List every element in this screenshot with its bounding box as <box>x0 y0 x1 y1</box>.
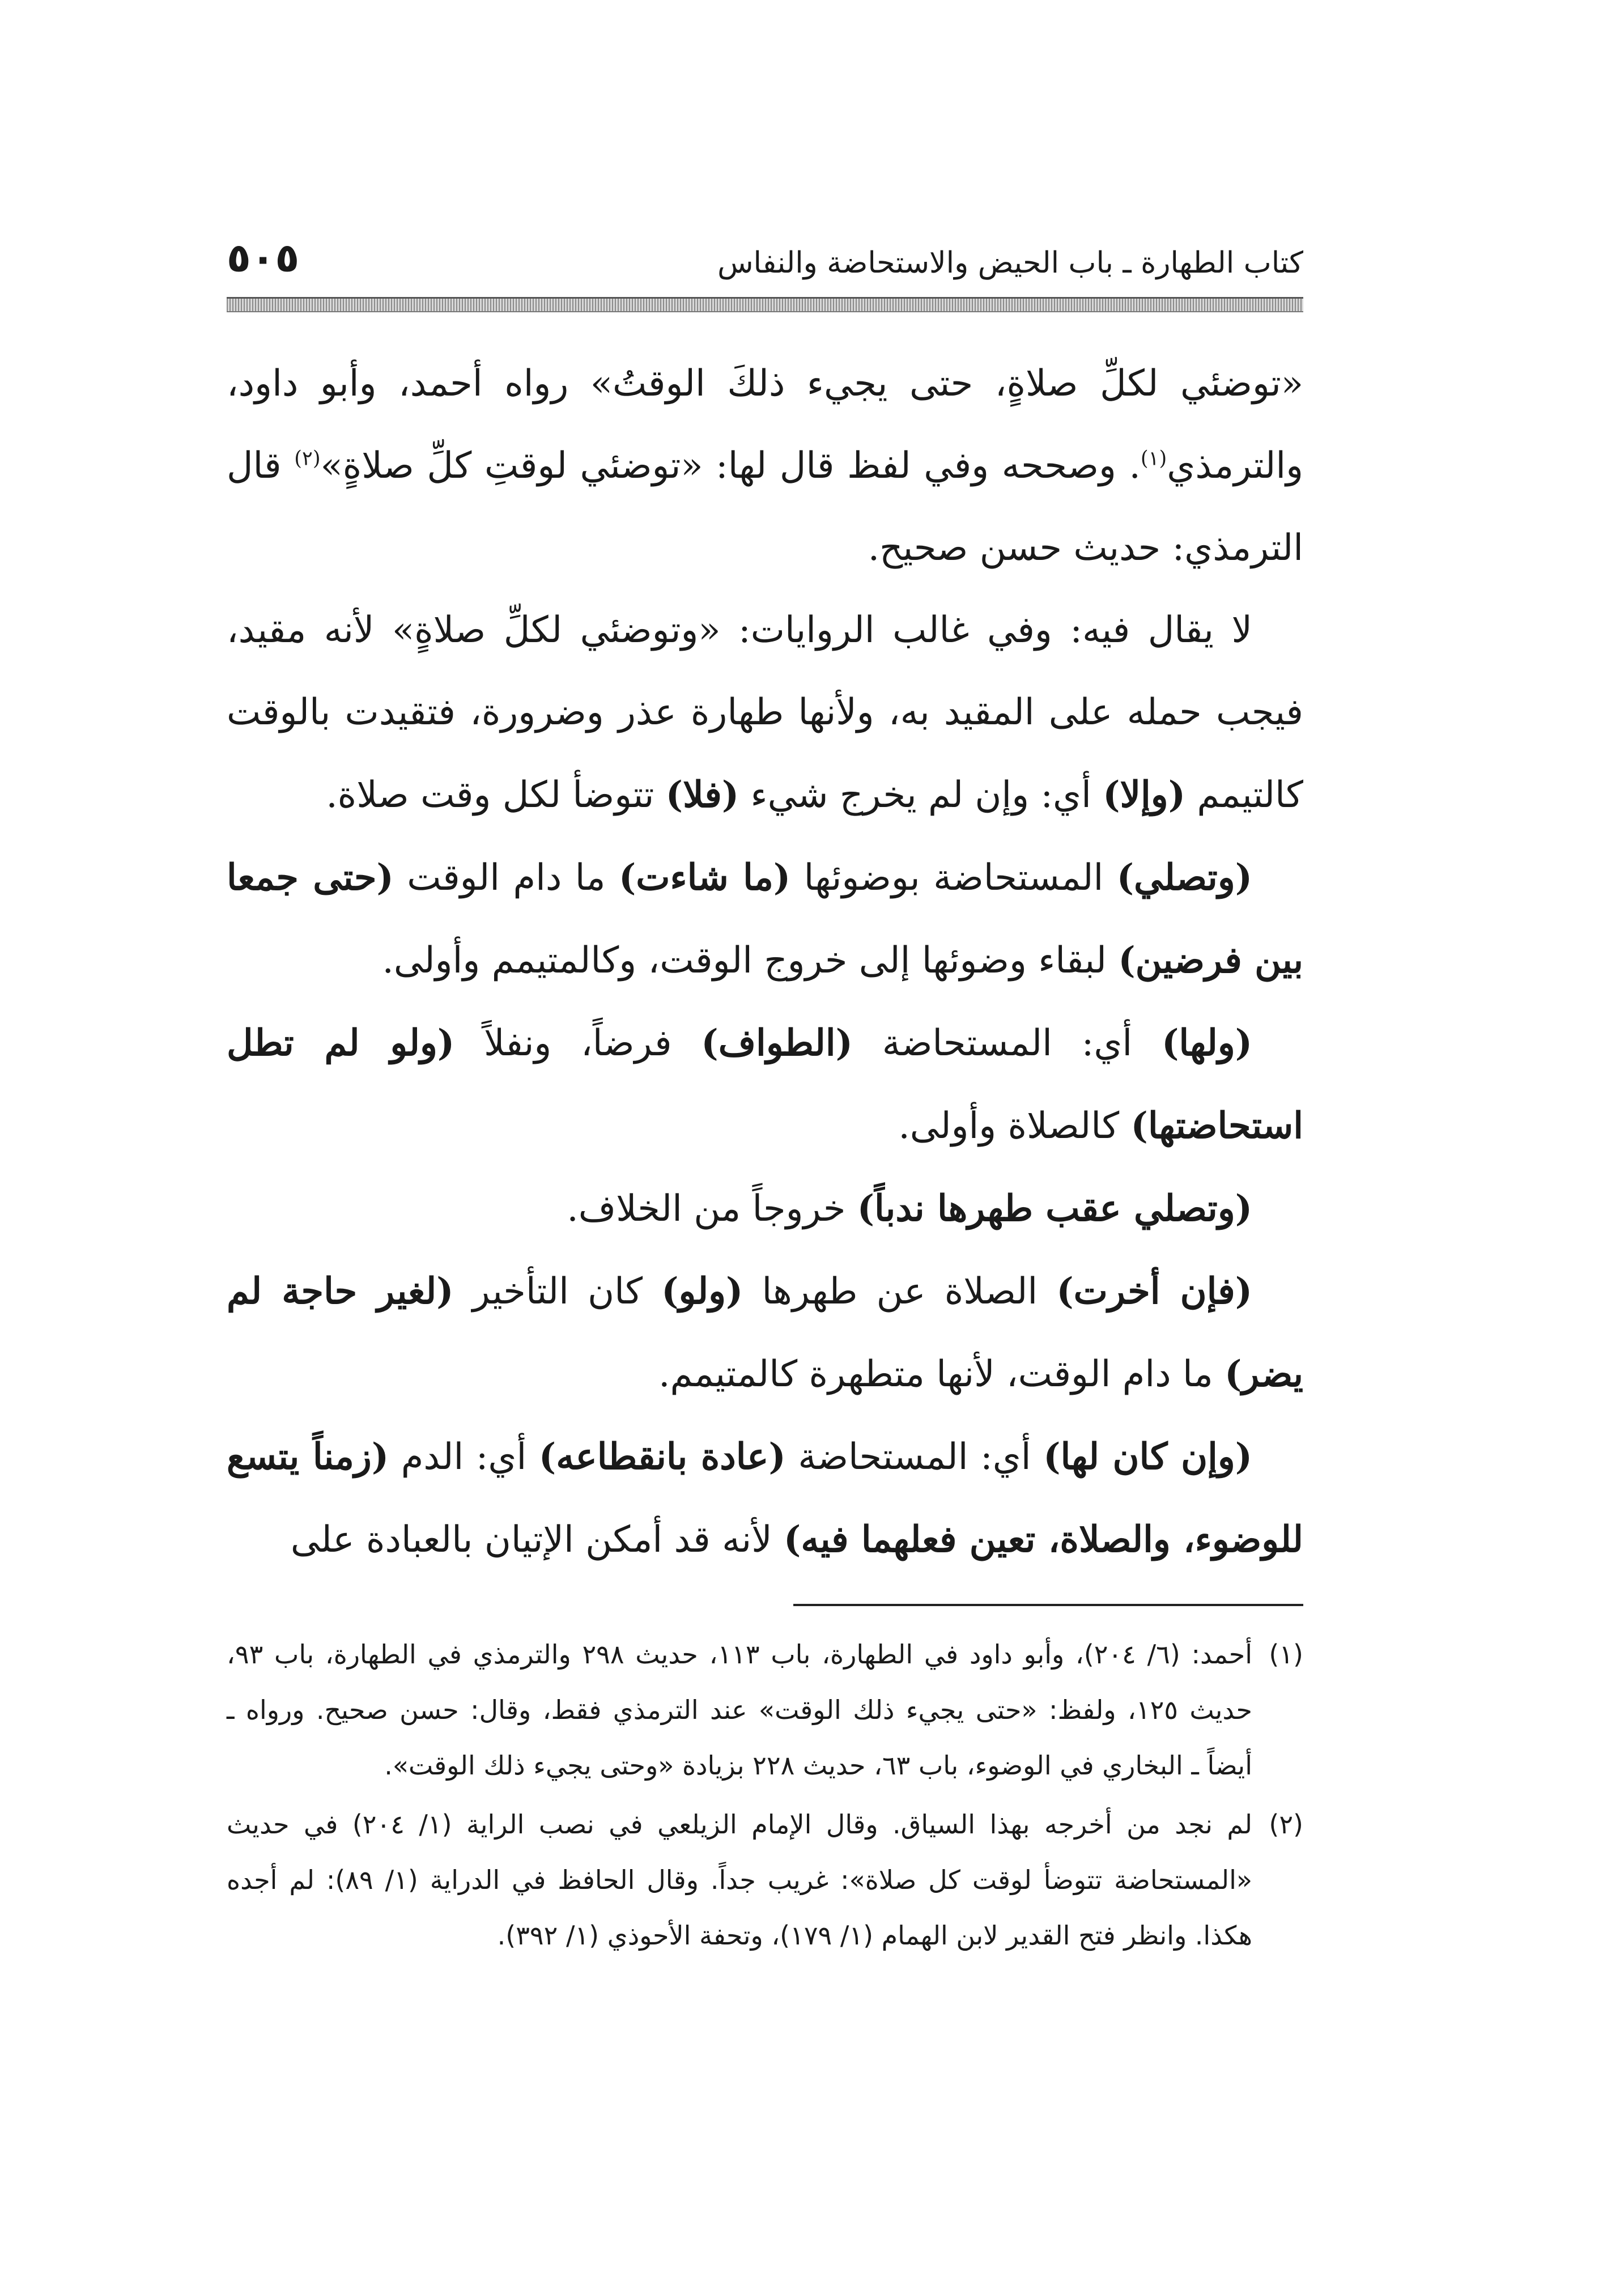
footnote-marker[interactable]: (٢) <box>294 447 321 470</box>
matn-text: (ما شاءت) <box>619 856 791 899</box>
text-run: أي: المستحاضة <box>785 1436 1044 1478</box>
paragraph <box>227 836 1303 1002</box>
footnote <box>227 1627 1303 1793</box>
text-run: أي: الدم <box>389 1436 539 1478</box>
matn-text: (وتصلي عقب طهرها ندباً) <box>857 1187 1252 1230</box>
text-run: خروجاً من الخلاف. <box>567 1188 857 1230</box>
footnote-number: (٢) <box>1269 1809 1303 1840</box>
matn-text: (فإن أخرت) <box>1056 1270 1253 1313</box>
text-run: أي: وإن لم يخرج شيء <box>739 774 1103 816</box>
matn-text: (ولها) <box>1162 1022 1253 1064</box>
paragraph <box>227 1002 1303 1167</box>
text-run: ما دام الوقت، لأنها متطهرة كالمتيمم. <box>658 1353 1225 1395</box>
header-rule <box>227 297 1303 312</box>
paragraph <box>227 1250 1303 1416</box>
matn-text: (لغير حاجة لم يضر) <box>227 1270 1303 1395</box>
text-run: لبقاء وضوئها إلى خروج الوقت، وكالمتيمم وأولى. <box>382 940 1119 982</box>
matn-text: (حتى جمعا بين فرضين) <box>227 856 1303 982</box>
text-run: «توضئي لكلِّ صلاةٍ، حتى يجيء ذلكَ الوقتُ» رواه أحمد، وأبو داود، والترمذي <box>227 363 1304 487</box>
matn-text: (الطواف) <box>701 1022 853 1064</box>
matn-text: (وتصلي) <box>1116 856 1253 899</box>
text-run: لأنه قد أمكن الإتيان بالعبادة على <box>290 1519 784 1561</box>
matn-text: (زمناً يتسع للوضوء، والصلاة، تعين فعلهما فيه) <box>227 1436 1303 1561</box>
footnote-separator <box>793 1604 1303 1606</box>
text-run: فرضاً، ونفلاً <box>454 1022 702 1064</box>
text-run: قال الترمذي: حديث حسن صحيح. <box>227 445 1303 569</box>
main-text <box>227 343 1303 1581</box>
footnote-text: لم نجد من أخرجه بهذا السياق. وقال الإمام الزيلعي في نصب الراية (١/ ٢٠٤) في حديث «المستحاضة تتوضأ لوقت كل صلاة»: غريب جداً. وقال الحافظ في الدراية (١/ ٨٩): لم أجده هكذا. وانظر فتح القدير لابن الهمام (١/ ١٧٩)، وتحفة الأحوذي (١/ ٣٩٢). <box>227 1809 1252 1951</box>
text-run: ما دام الوقت <box>393 857 619 899</box>
running-header <box>227 215 1303 281</box>
text-run: المستحاضة بوضوئها <box>790 857 1117 899</box>
footnote-marker[interactable]: (١) <box>1140 447 1167 470</box>
text-run: كان التأخير <box>453 1271 662 1313</box>
text-run: أي: المستحاضة <box>852 1022 1162 1064</box>
text-run: لا يقال فيه: وفي غالب الروايات: «وتوضئي لكلِّ صلاةٍ» لأنه مقيد، فيجب حمله على المقيد به، ولأنها طهارة عذر وضرورة، فتقيدت بالوقت كالتيمم <box>227 609 1304 816</box>
matn-text: (وإلا) <box>1103 774 1185 816</box>
book-page <box>227 215 1303 1967</box>
footnote <box>227 1797 1303 1963</box>
text-run: تتوضأ لكل وقت صلاة. <box>326 774 666 816</box>
matn-text: (وإن كان لها) <box>1043 1436 1253 1478</box>
matn-text: (ولو لم تطل استحاضتها) <box>227 1022 1303 1147</box>
running-title: كتاب الطهارة ـ باب الحيض والاستحاضة والنفاس <box>717 246 1303 280</box>
paragraph <box>227 1416 1303 1581</box>
footnotes <box>227 1627 1303 1963</box>
matn-text: (فلا) <box>665 774 739 816</box>
text-run: كالصلاة وأولى. <box>898 1105 1131 1147</box>
paragraph <box>227 589 1303 836</box>
footnote-text: أحمد: (٦/ ٢٠٤)، وأبو داود في الطهارة، باب ١١٣، حديث ٢٩٨ والترمذي في الطهارة، باب ٩٣، حديث ١٢٥، ولفظ: «حتى يجيء ذلك الوقت» عند الترمذي فقط، وقال: حسن صحيح. ورواه ـ أيضاً ـ البخاري في الوضوء، باب ٦٣، حديث ٢٢٨ بزيادة «وحتى يجيء ذلك الوقت». <box>227 1639 1252 1781</box>
footnote-number: (١) <box>1269 1639 1303 1670</box>
paragraph <box>227 1167 1303 1250</box>
paragraph <box>227 343 1303 589</box>
page-number: ٥٠٥ <box>227 235 300 281</box>
matn-text: (عادة بانقطاعه) <box>538 1436 786 1478</box>
text-run: الصلاة عن طهرها <box>743 1271 1057 1313</box>
matn-text: (ولو) <box>661 1270 743 1313</box>
text-run: . وصححه وفي لفظ قال لها: «توضئي لوقتِ كلِّ صلاةٍ» <box>320 445 1141 487</box>
